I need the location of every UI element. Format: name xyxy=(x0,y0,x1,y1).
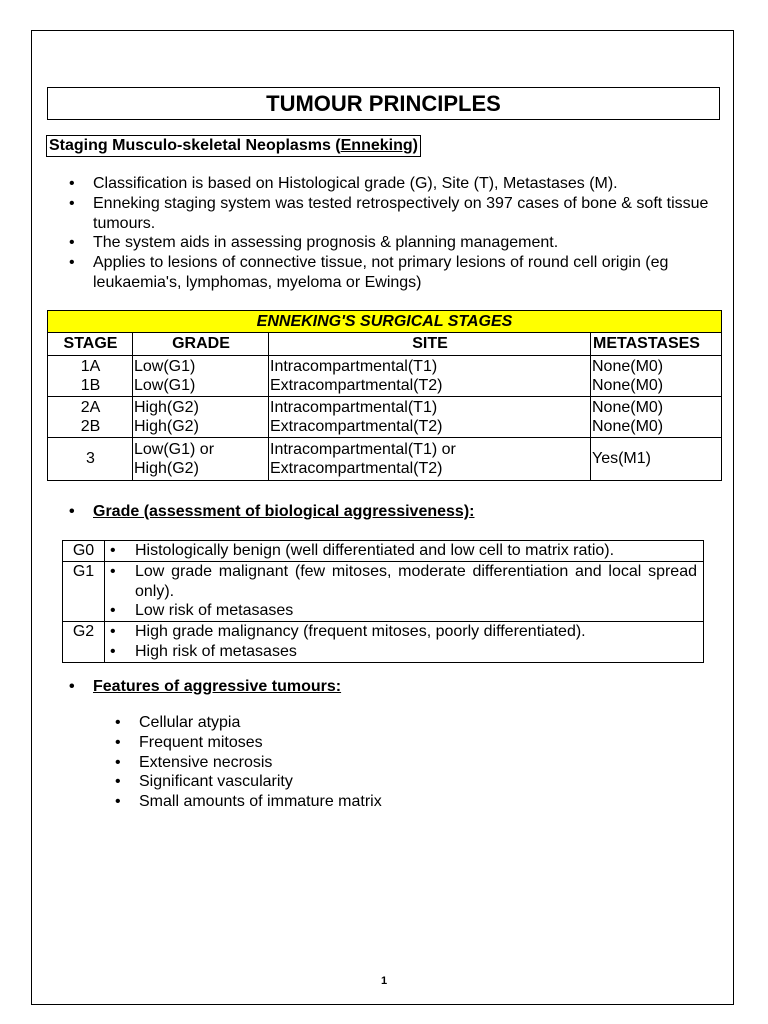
header-site: SITE xyxy=(269,333,591,356)
table-row xyxy=(48,356,722,397)
cell-line: Extracompartmental(T2) xyxy=(270,377,443,394)
site-cell xyxy=(269,356,591,397)
cell-line: 1B xyxy=(80,377,101,394)
grade-point: • Low grade malignant (few mitoses, moderate differentiation and local spread only). xyxy=(135,562,697,602)
subtitle-suffix: ) xyxy=(412,137,418,154)
grade-cell xyxy=(133,397,269,438)
grade-points xyxy=(105,562,703,621)
cell-line: 2A xyxy=(80,398,101,416)
cell-line: Extracompartmental(T2) xyxy=(270,460,443,477)
metastases-cell xyxy=(591,356,722,397)
page-number: 1 xyxy=(380,975,388,987)
cell-line: Low(G1) xyxy=(134,377,196,394)
cell-line: None(M0) xyxy=(592,377,664,394)
grade-heading: • Grade (assessment of biological aggressiveness): xyxy=(93,503,474,521)
grade-cell xyxy=(133,356,269,397)
stage-cell xyxy=(48,356,133,397)
grade-label: G2 xyxy=(63,622,105,663)
features-list xyxy=(139,713,539,812)
feature-item: • Extensive necrosis xyxy=(139,753,539,773)
intro-bullet: • Applies to lesions of connective tissue, not primary lesions of round cell origin (eg leukaemia's, lymphomas, myeloma or Ewings) xyxy=(93,253,723,293)
cell-line: 1A xyxy=(80,357,101,375)
grade-cell xyxy=(133,438,269,481)
grade-points xyxy=(105,622,703,662)
grade-point: • High risk of metasases xyxy=(135,642,697,662)
grade-point: • Low risk of metasases xyxy=(135,601,697,621)
grade-label: G1 xyxy=(63,561,105,621)
grade-point: • High grade malignancy (frequent mitoses, poorly differentiated). xyxy=(135,622,697,642)
cell-line: None(M0) xyxy=(592,357,664,375)
feature-item: • Frequent mitoses xyxy=(139,733,539,753)
grade-description xyxy=(105,561,704,621)
grade-description xyxy=(105,541,704,562)
table-caption: ENNEKING'S SURGICAL STAGES xyxy=(48,311,722,333)
cell-line: High(G2) xyxy=(134,398,199,416)
cell-line: Intracompartmental(T1) xyxy=(270,357,438,375)
header-metastases: METASTASES xyxy=(591,333,722,356)
subtitle-name: Enneking xyxy=(340,137,413,154)
header-stage: STAGE xyxy=(48,333,133,356)
cell-line: Low(G1) or xyxy=(134,440,215,458)
enneking-stages-table xyxy=(47,310,722,481)
feature-item: • Cellular atypia xyxy=(139,713,539,733)
header-grade: GRADE xyxy=(133,333,269,356)
table-header-row xyxy=(48,333,722,356)
feature-item: • Small amounts of immature matrix xyxy=(139,792,539,812)
stage-cell xyxy=(48,397,133,438)
grade-point: • Histologically benign (well differentiated and low cell to matrix ratio). xyxy=(135,541,697,561)
metastases-cell xyxy=(591,438,722,481)
intro-bullet: • The system aids in assessing prognosis & planning management. xyxy=(93,233,723,253)
site-cell xyxy=(269,397,591,438)
cell-line: Yes(M1) xyxy=(592,450,651,468)
intro-bullet-list xyxy=(93,174,723,293)
cell-line: Low(G1) xyxy=(134,357,196,375)
page-title: TUMOUR PRINCIPLES xyxy=(47,87,720,120)
table-row xyxy=(48,438,722,481)
grade-label: G0 xyxy=(63,541,105,562)
grade-points xyxy=(105,541,703,561)
feature-item: • Significant vascularity xyxy=(139,772,539,792)
grade-description xyxy=(105,622,704,663)
cell-line: None(M0) xyxy=(592,398,664,416)
features-heading: • Features of aggressive tumours: xyxy=(93,678,341,696)
cell-line: None(M0) xyxy=(592,418,664,435)
stage-cell xyxy=(48,438,133,481)
table-row xyxy=(48,397,722,438)
cell-line: 3 xyxy=(86,450,95,468)
cell-line: Intracompartmental(T1) xyxy=(270,398,438,416)
cell-line: High(G2) xyxy=(134,418,199,435)
cell-line: Extracompartmental(T2) xyxy=(270,418,443,435)
grade-table xyxy=(62,540,704,663)
cell-line: Intracompartmental(T1) or xyxy=(270,440,456,458)
intro-bullet: • Classification is based on Histological grade (G), Site (T), Metastases (M). xyxy=(93,174,723,194)
cell-line: 2B xyxy=(80,418,101,435)
site-cell xyxy=(269,438,591,481)
metastases-cell xyxy=(591,397,722,438)
grade-row xyxy=(63,622,704,663)
grade-row xyxy=(63,541,704,562)
subtitle-prefix: Staging Musculo-skeletal Neoplasms ( xyxy=(49,137,341,154)
section-subtitle xyxy=(46,135,421,157)
grade-row xyxy=(63,561,704,621)
cell-line: High(G2) xyxy=(134,460,199,477)
intro-bullet: • Enneking staging system was tested retrospectively on 397 cases of bone & soft tissue tumours. xyxy=(93,194,723,234)
